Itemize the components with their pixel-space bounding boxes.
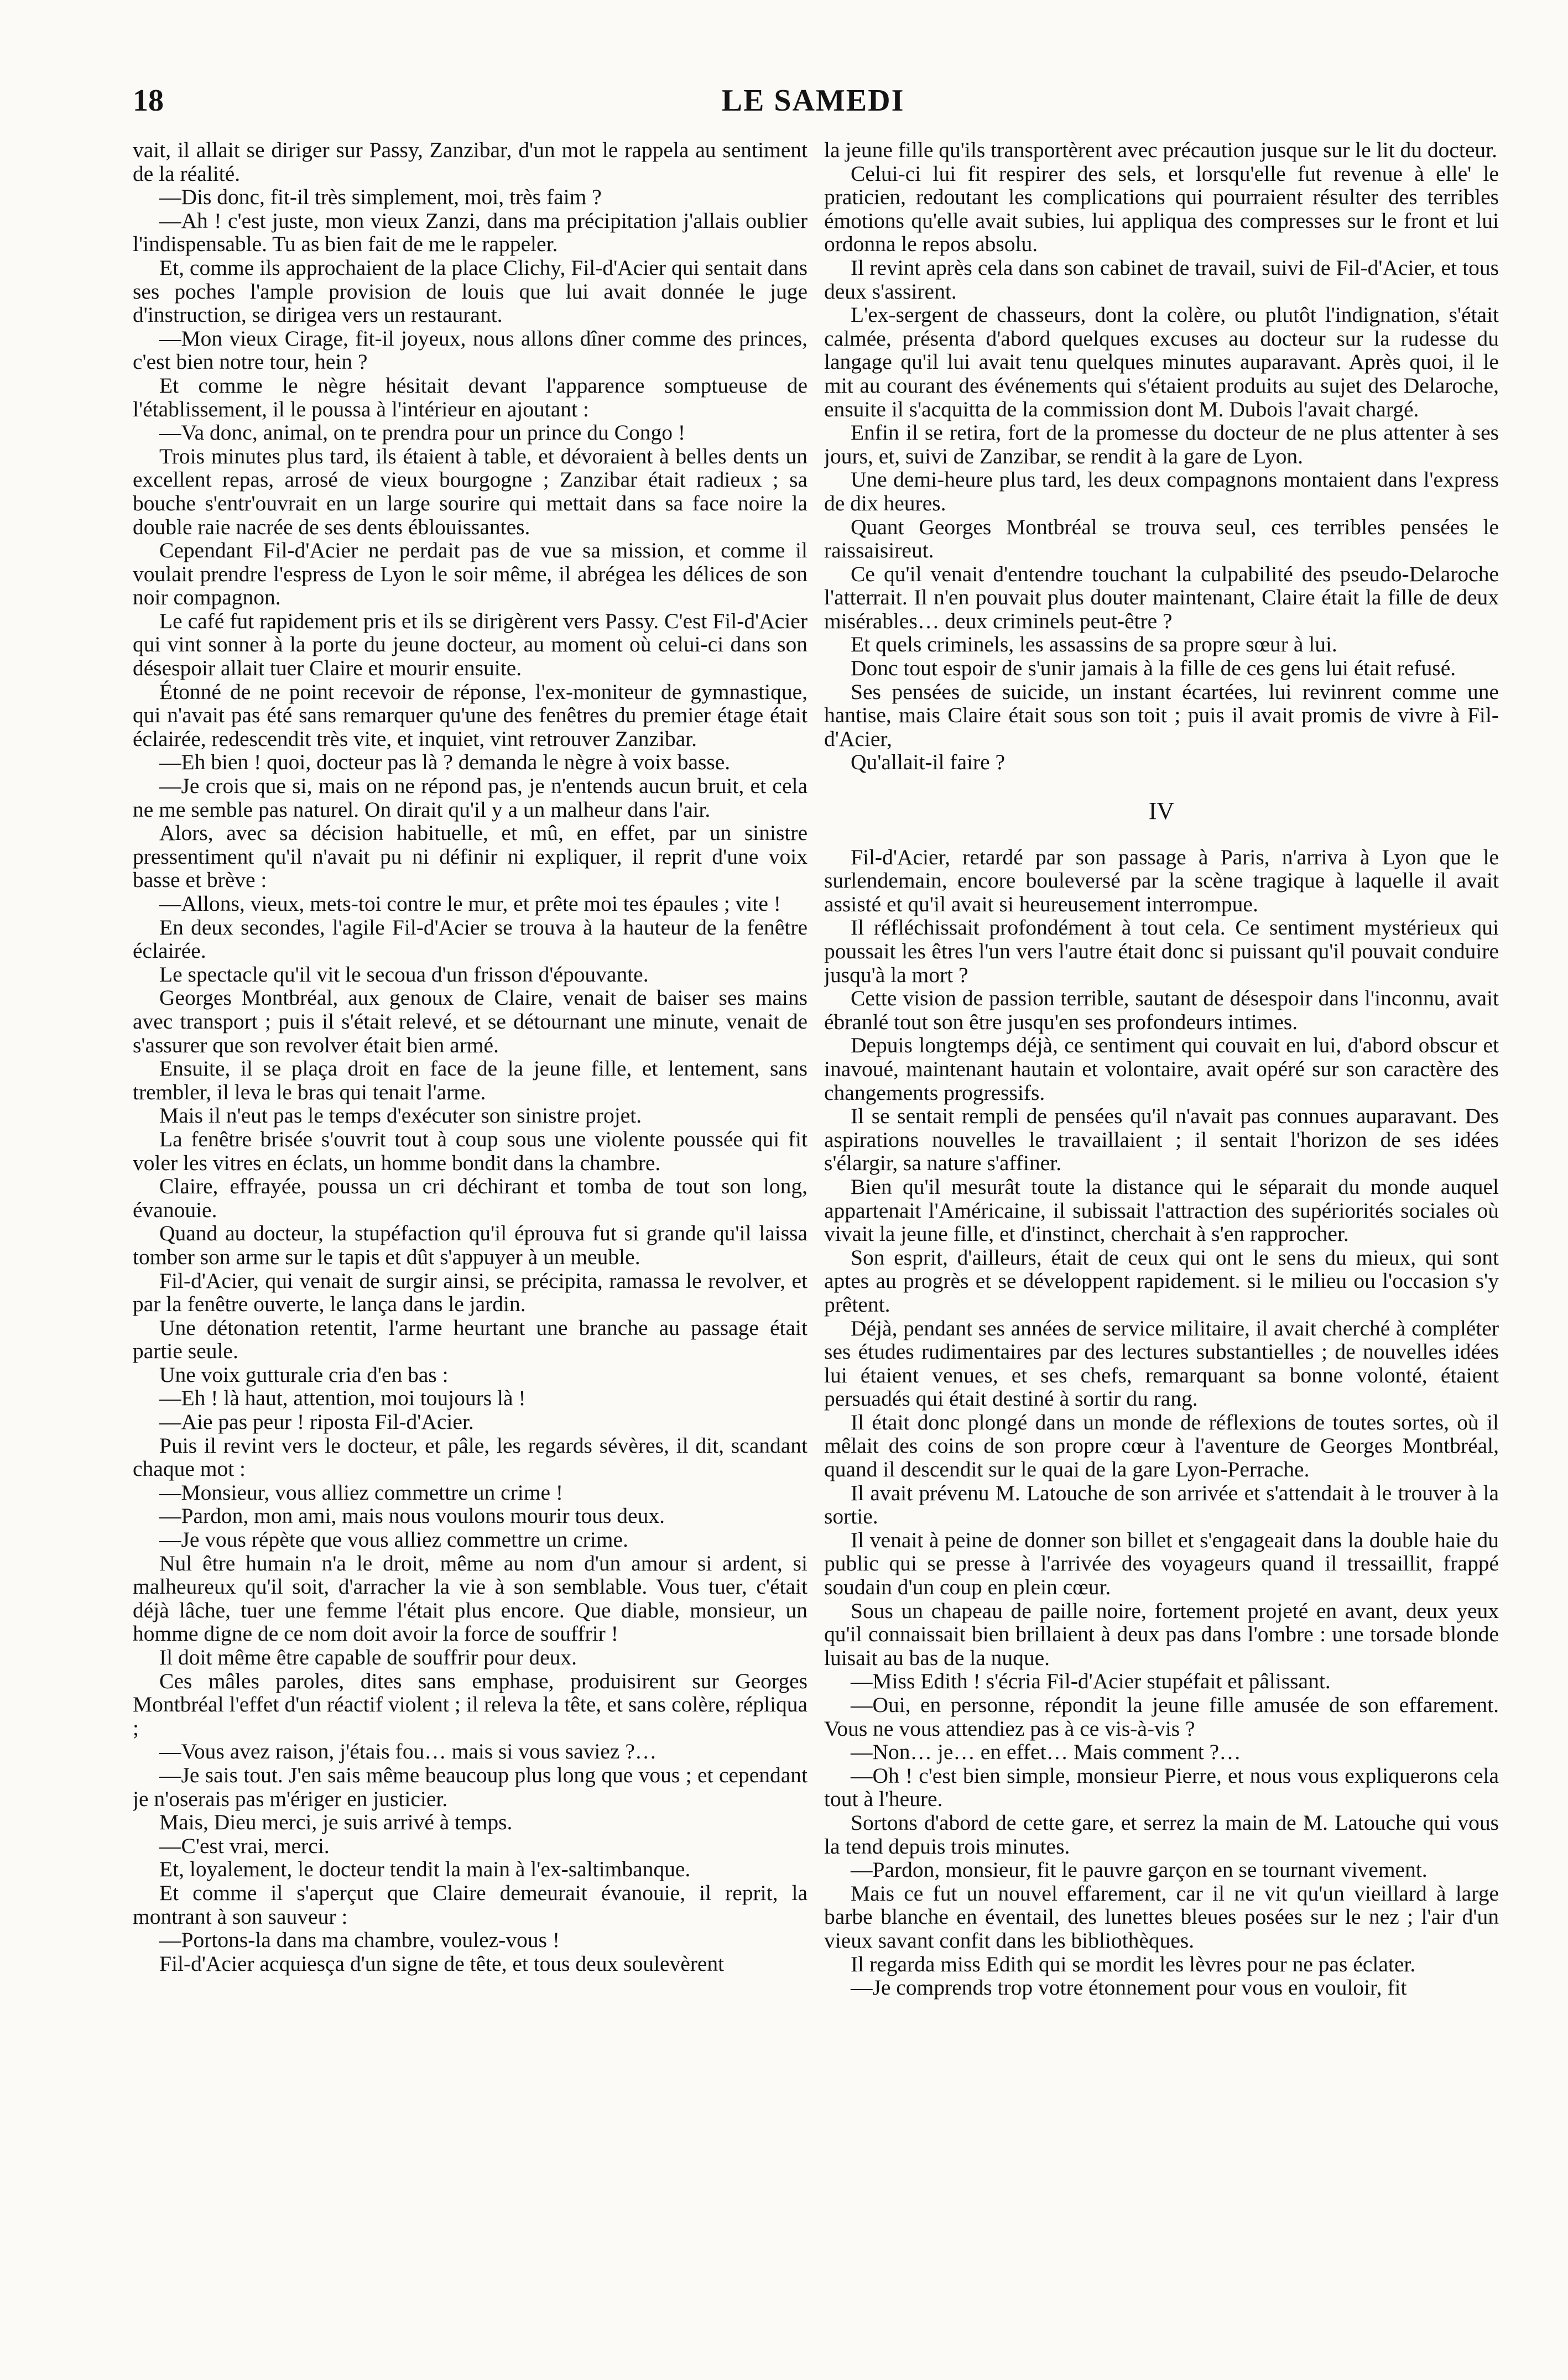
paragraph: —Je crois que si, mais on ne répond pas, je n'entends aucun bruit, et cela ne me semble pas naturel. On dirait qu'il y a un malheur dans l'air. — [133, 774, 808, 822]
paragraph: Ce qu'il venait d'entendre touchant la culpabilité des pseudo-Delaroche l'atterrait. Il n'en pouvait plus douter maintenant, Claire était la fille de deux misérables… deux criminels peut-être ? — [824, 561, 1499, 633]
paragraph: Depuis longtemps déjà, ce sentiment qui couvait en lui, d'abord obscur et inavoué, maintenant hautain et volontaire, avait opéré sur son caractère des changements progressifs. — [824, 1033, 1499, 1105]
paragraph: Le café fut rapidement pris et ils se dirigèrent vers Passy. C'est Fil-d'Acier qui vint sonner à la porte du jeune docteur, au moment où celui-ci dans son désespoir allait tuer Claire et mourir ensuite. — [133, 608, 808, 681]
paragraph: —Pardon, monsieur, fit le pauvre garçon en se tournant vivement. — [851, 1857, 1428, 1882]
paragraph: Puis il revint vers le docteur, et pâle, les regards sévères, il dit, scandant chaque mot : — [133, 1433, 808, 1481]
paragraph: Il était donc plongé dans un monde de réflexions de toutes sortes, où il mêlait des coins de son propre cœur à l'aventure de Georges Montbréal, quand il descendit sur le quai de la gare Lyon-Perrache. — [824, 1410, 1499, 1482]
paragraph: Cependant Fil-d'Acier ne perdait pas de vue sa mission, et comme il voulait prendre l'espress de Lyon le soir même, il abrégea les délices de son noir compagnon. — [133, 538, 808, 610]
section-heading: IV — [1148, 797, 1175, 825]
right-column — [824, 138, 1499, 2267]
paragraph: Mais, Dieu merci, je suis arrivé à temps. — [159, 1810, 513, 1835]
paragraph: —Monsieur, vous alliez commettre un crime ! — [159, 1480, 564, 1505]
paragraph: Fil-d'Acier acquiesça d'un signe de tête, et tous deux soulevèrent — [159, 1951, 725, 1976]
paragraph: Enfin il se retira, fort de la promesse du docteur de ne plus attenter à ses jours, et, suivi de Zanzibar, se rendit à la gare de Lyon. — [824, 420, 1499, 468]
paragraph: Mais ce fut un nouvel effarement, car il ne vit qu'un vieillard à large barbe blanche en éventail, des lunettes bleues posées sur le nez ; l'air d'un vieux savant confit dans les bibliothèques. — [824, 1881, 1499, 1953]
paragraph: Et, comme ils approchaient de la place Clichy, Fil-d'Acier qui sentait dans ses poches l'ample provision de louis que lui avait donnée le juge d'instruction, se dirigea vers un restaurant. — [133, 255, 808, 327]
paragraph: Quand au docteur, la stupéfaction qu'il éprouva fut si grande qu'il laissa tomber son arme sur le tapis et dût s'appuyer à un meuble. — [133, 1221, 808, 1269]
left-column — [133, 138, 808, 2267]
paragraph: Il avait prévenu M. Latouche de son arrivée et s'attendait à le trouver à la sortie. — [824, 1480, 1499, 1529]
paragraph: Mais il n'eut pas le temps d'exécuter son sinistre projet. — [159, 1103, 642, 1128]
paragraph: Et comme le nègre hésitait devant l'apparence somptueuse de l'établissement, il le poussa à l'intérieur en ajoutant : — [133, 373, 808, 421]
paragraph: Quant Georges Montbréal se trouva seul, ces terribles pensées le raissaisireut. — [824, 514, 1499, 563]
paragraph: Une voix gutturale cria d'en bas : — [159, 1362, 449, 1387]
paragraph: Étonné de ne point recevoir de réponse, l'ex-moniteur de gymnastique, qui n'avait pas été sans remarquer qu'une des fenêtres du premier étage était éclairée, redescendit très vite, et inquiet, vint retrouver Zanzibar. — [133, 679, 808, 751]
paragraph: vait, il allait se diriger sur Passy, Zanzibar, d'un mot le rappela au sentiment de la réalité. — [133, 138, 808, 186]
paragraph: —Allons, vieux, mets-toi contre le mur, et prête moi tes épaules ; vite ! — [159, 891, 781, 916]
paragraph: Alors, avec sa décision habituelle, et mû, en effet, par un sinistre pressentiment qu'il n'avait pu ni définir ni expliquer, il reprit d'une voix basse et brève : — [133, 821, 808, 892]
paragraph: —Je vous répète que vous alliez commettre un crime. — [159, 1527, 628, 1552]
paragraph: Ensuite, il se plaça droit en face de la jeune fille, et lentement, sans trembler, il leva le bras qui tenait l'arme. — [133, 1056, 808, 1104]
paragraph: —Mon vieux Cirage, fit-il joyeux, nous allons dîner comme des princes, c'est bien notre tour, hein ? — [133, 326, 808, 374]
right-column-top — [824, 138, 1499, 774]
paragraph: —Je sais tout. J'en sais même beaucoup plus long que vous ; et cependant je n'oserais pas m'ériger en justicier. — [133, 1762, 808, 1811]
paragraph: —Miss Edith ! s'écria Fil-d'Acier stupéfait et pâlissant. — [851, 1669, 1331, 1694]
paragraph: Et, loyalement, le docteur tendit la main à l'ex-saltimbanque. — [159, 1857, 691, 1882]
paragraph: —Aie pas peur ! riposta Fil-d'Acier. — [159, 1410, 474, 1434]
paragraph: Qu'allait-il faire ? — [851, 750, 1006, 775]
paragraph: —Vous avez raison, j'étais fou… mais si vous saviez ?… — [159, 1739, 657, 1764]
paragraph: Il venait à peine de donner son billet et s'engageait dans la double haie du public qui se presse à l'arrivée des voyageurs quand il tressaillit, frappé soudain d'un coup en plein cœur. — [824, 1527, 1499, 1600]
page-header — [133, 83, 1493, 144]
paragraph: Celui-ci lui fit respirer des sels, et lorsqu'elle fut revenue à elle' le praticien, redoutant les complications qui pourraient résulter des terribles émotions qu'elle avait subies, lui appliqua des compresses sur le front et lui ordonna le repos absolu. — [824, 161, 1499, 257]
paragraph: Sortons d'abord de cette gare, et serrez la main de M. Latouche qui vous la tend depuis trois minutes. — [824, 1810, 1499, 1859]
paragraph: —Ah ! c'est juste, mon vieux Zanzi, dans ma précipitation j'allais oublier l'indispensable. Tu as bien fait de me le rappeler. — [133, 208, 808, 257]
paragraph: Fil-d'Acier, retardé par son passage à Paris, n'arriva à Lyon que le surlendemain, encore bouleversé par la scène tragique à laquelle il avait assisté et qu'il avait si heureusement interrompue. — [824, 844, 1499, 916]
paragraph: —Eh bien ! quoi, docteur pas là ? demanda le nègre à voix basse. — [159, 750, 731, 775]
paragraph: En deux secondes, l'agile Fil-d'Acier se trouva à la hauteur de la fenêtre éclairée. — [133, 915, 808, 963]
paragraph: Son esprit, d'ailleurs, était de ceux qui ont le sens du mieux, qui sont aptes au progrès et se développent rapidement. si le milieu ou l'occasion s'y prêtent. — [824, 1245, 1499, 1317]
paragraph: La fenêtre brisée s'ouvrit tout à coup sous une violente poussée qui fit voler les vitres en éclats, un homme bondit dans la chambre. — [133, 1126, 808, 1175]
paragraph: Et quels criminels, les assassins de sa propre sœur à lui. — [851, 632, 1337, 657]
paragraph: —Oui, en personne, répondit la jeune fille amusée de son effarement. Vous ne vous attendiez pas à ce vis-à-vis ? — [824, 1693, 1499, 1741]
paragraph: —Non… je… en effet… Mais comment ?… — [851, 1740, 1241, 1765]
paragraph: Il réfléchissait profondément à tout cela. Ce sentiment mystérieux qui poussait les êtres l'un vers l'autre était donc si puissant qu'il pouvait conduire jusqu'à la mort ? — [824, 915, 1499, 987]
paragraph: —Eh ! là haut, attention, moi toujours là ! — [159, 1386, 526, 1411]
paragraph: Il se sentait rempli de pensées qu'il n'avait pas connues auparavant. Des aspirations nouvelles le travaillaient ; il sentait l'horizon de ses idées s'élargir, sa nature s'affiner. — [824, 1104, 1499, 1176]
paragraph: Il revint après cela dans son cabinet de travail, suivi de Fil-d'Acier, et tous deux s'assirent. — [824, 255, 1499, 304]
paragraph: Ces mâles paroles, dites sans emphase, produisirent sur Georges Montbréal l'effet d'un réactif violent ; il releva la tête, et sans colère, répliqua ; — [133, 1668, 808, 1740]
paragraph: Trois minutes plus tard, ils étaient à table, et dévoraient à belles dents un excellent repas, arrosé de vieux bourgogne ; Zanzibar était radieux ; sa bouche s'entr'ouvrait en un large sourire qui mettait dans sa face noire la double raie nacrée de ses dents éblouissantes. — [133, 443, 808, 539]
paragraph: Cette vision de passion terrible, sautant de désespoir dans l'inconnu, avait ébranlé tout son être jusqu'en ses profondeurs intimes. — [824, 986, 1499, 1034]
paragraph: Le spectacle qu'il vit le secoua d'un frisson d'épouvante. — [159, 962, 649, 987]
paragraph: Bien qu'il mesurât toute la distance qui le séparait du monde auquel appartenait l'Américaine, il subissait l'attraction des supériorités sociales où vivait la jeune fille, et d'instinct, cherchait à s'en rapprocher. — [824, 1174, 1499, 1246]
paragraph: Ses pensées de suicide, un instant écartées, lui revinrent comme une hantise, mais Claire était sous son toit ; puis il avait promis de vivre à Fil-d'Acier, — [824, 679, 1499, 751]
paragraph: Donc tout espoir de s'unir jamais à la fille de ces gens lui était refusé. — [851, 656, 1456, 681]
paragraph: —Dis donc, fit-il très simplement, moi, très faim ? — [159, 185, 602, 210]
paragraph: L'ex-sergent de chasseurs, dont la colère, ou plutôt l'indignation, s'était calmée, présenta d'abord quelques excuses au docteur sur la rudesse du langage qu'il lui avait tenu quelques minutes auparavant. Après quoi, il le mit au courant des événements qui s'étaient produits au sujet des Delaroche, ensuite il s'acquitta de la commission dont M. Dubois l'avait chargé. — [824, 302, 1499, 421]
paragraph: Et comme il s'aperçut que Claire demeurait évanouie, il reprit, la montrant à son sauveur : — [133, 1880, 808, 1929]
paragraph: Déjà, pendant ses années de service militaire, il avait cherché à compléter ses études rudimentaires par des lectures substantielles ; de nouvelles idées lui étaient venues, et ses chefs, remarquant sa bonne volonté, étaient persuadés qui était destiné à sortir du rang. — [824, 1316, 1499, 1411]
paragraph: Sous un chapeau de paille noire, fortement projeté en avant, deux yeux qu'il connaissait bien brillaient à deux pas dans l'ombre : une torsade blonde luisait au bas de la nuque. — [824, 1598, 1499, 1670]
paragraph: Il regarda miss Edith qui se mordit les lèvres pour ne pas éclater. — [851, 1951, 1416, 1976]
paragraph: —C'est vrai, merci. — [159, 1833, 330, 1858]
paragraph: Une demi-heure plus tard, les deux compagnons montaient dans l'express de dix heures. — [824, 467, 1499, 515]
paragraph: la jeune fille qu'ils transportèrent avec précaution jusque sur le lit du docteur. — [824, 138, 1497, 162]
page-number: 18 — [133, 83, 164, 118]
paragraph: —Oh ! c'est bien simple, monsieur Pierre, et nous vous expliquerons cela tout à l'heure. — [824, 1763, 1499, 1812]
paragraph: —Portons-la dans ma chambre, voulez-vous ! — [159, 1928, 560, 1953]
paragraph: Georges Montbréal, aux genoux de Claire, venait de baiser ses mains avec transport ; puis il s'était relevé, et se détournant une minute, venait de s'assurer que son revolver était bien armé. — [133, 985, 808, 1057]
paragraph: Claire, effrayée, poussa un cri déchirant et tomba de tout son long, évanouie. — [133, 1174, 808, 1222]
paragraph: Il doit même être capable de souffrir pour deux. — [159, 1645, 577, 1669]
journal-title: LE SAMEDI — [721, 83, 905, 118]
right-column-bottom — [824, 845, 1499, 2000]
paragraph: —Je comprends trop votre étonnement pour vous en vouloir, fit — [851, 1975, 1407, 2000]
paragraph: Nul être humain n'a le droit, même au nom d'un amour si ardent, si malheureux qu'il soit, d'arracher la vie à son semblable. Vous tuer, c'était déjà lâche, tuer une femme l'était plus encore. Que diable, monsieur, un homme digne de ce nom doit avoir la force de souffrir ! — [133, 1551, 808, 1646]
paragraph: —Va donc, animal, on te prendra pour un prince du Congo ! — [159, 420, 686, 445]
paragraph: —Pardon, mon ami, mais nous voulons mourir tous deux. — [159, 1504, 665, 1528]
paragraph: Fil-d'Acier, qui venait de surgir ainsi, se précipita, ramassa le revolver, et par la fenêtre ouverte, le lança dans le jardin. — [133, 1268, 808, 1317]
paragraph: Une détonation retentit, l'arme heurtant une branche au passage était partie seule. — [133, 1315, 808, 1364]
